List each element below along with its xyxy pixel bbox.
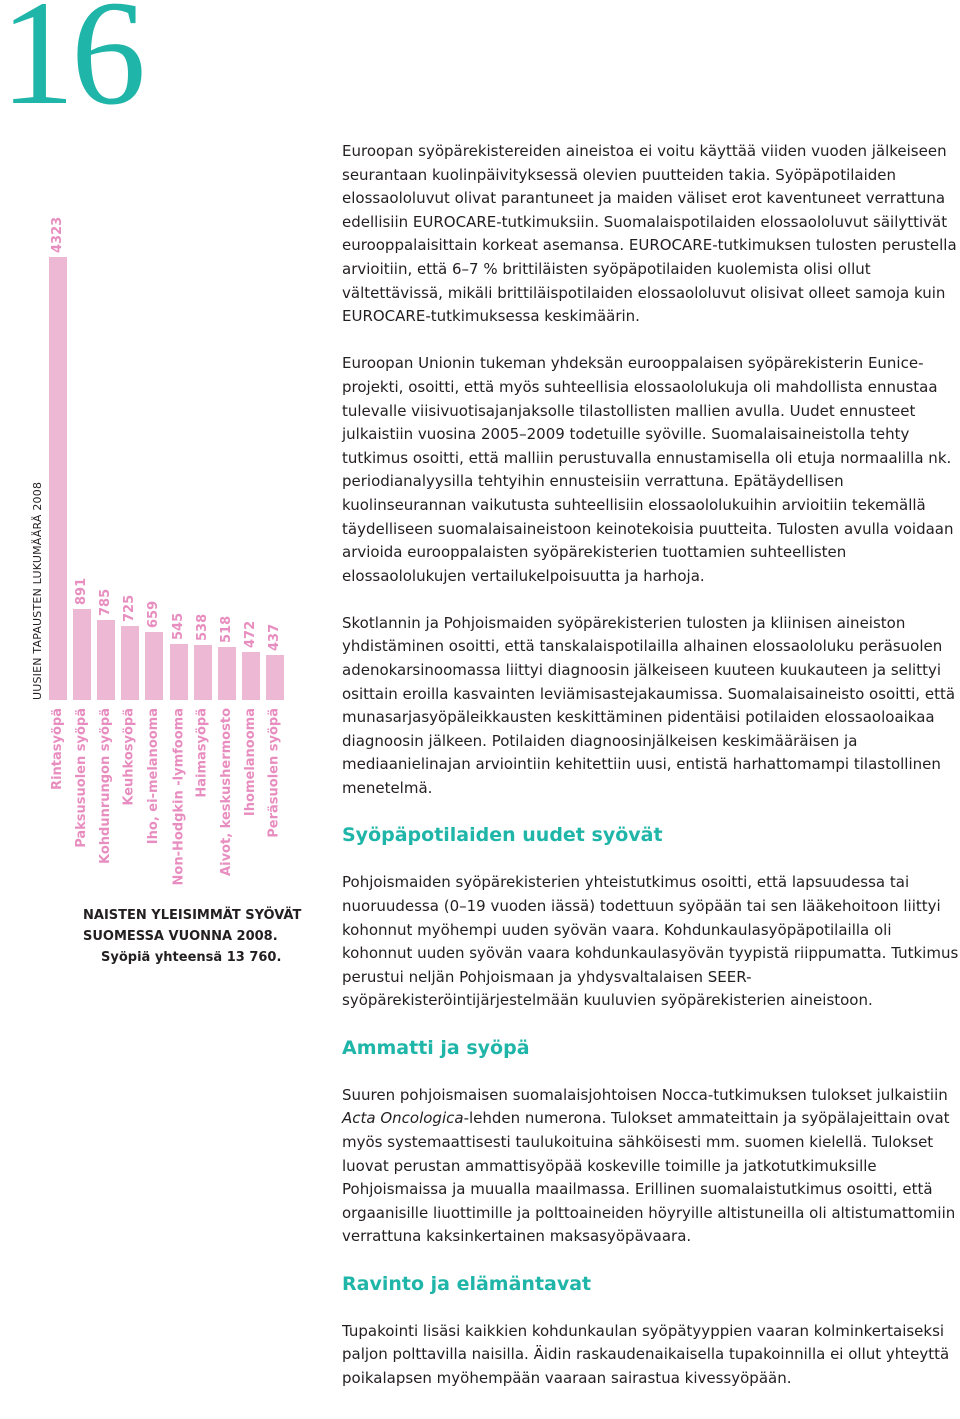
chart-total: Syöpiä yhteensä 13 760. <box>101 950 282 965</box>
bar-8 <box>242 652 260 700</box>
paragraph-1: Euroopan syöpärekistereiden aineistoa ei voitu käyttää viiden vuoden jälkeiseen seurantaan kuolinpäivityksessä olevien puutteiden takia. Syöpäpotilaiden elossaololuvut olivat parantuneet ja maiden väliset erot kaventuneet verrattuna edellisiin EUROCARE-tutkimuksiin. Suomalaispotilaiden elossaololuvut säilyttivät eurooppalaisittain korkeat asemansa. EUROCARE-tutkimuksen tulosten perustella arvioitiin, että 6–7 % brittiläisten syöpäpotilaiden kuolemista olisi ollut vältettävissä, mikäli brittiläispotilaiden elossaololuvut olisivat olleet samoja kuin EUROCARE-tutkimuksessa keskimäärin. <box>342 142 957 326</box>
bar-value-label: 472 <box>242 620 258 648</box>
bar-category-label: Iho, ei-melanooma <box>146 708 162 845</box>
heading-new-cancers: Syöpäpotilaiden uudet syövät <box>342 824 663 847</box>
article-text <box>342 140 960 1414</box>
chart-caption <box>83 905 301 968</box>
paragraph-3: Skotlannin ja Pohjoismaiden syöpärekisterien tulosten ja kliinisen aineiston yhdistäminen osoitti, että tanskalaispotilailla alhainen elossaololuku peräsuolen adenokarsinoomassa liittyi diagnoosin jälkeiseen kuuteen kuukauteen ja selittyi osittain eroilla kasvainten leviämisastejakaumissa. Suomalaisaineisto osoitti, että munasarjasyöpäleikkausten keskittäminen pidentäisi potilaiden elossaoloaikaa diagnoosin jälkeen. Potilaiden diagnoosinjälkeisen keskimääräisen ja mediaanielinajan arviointiin kehitettiin uusi, entistä harhattomampi tilastollinen menetelmä. <box>342 613 956 798</box>
journal-name: Acta Oncologica <box>342 1109 464 1128</box>
bar-category-label: Ihomelanooma <box>242 708 258 817</box>
paragraph-4: Pohjoismaiden syöpärekisterien yhteistutkimus osoitti, että lapsuudessa tai nuoruudessa (0–19 vuoden iässä) todettuun syöpään tai sen lääkehoitoon liittyi kohonnut myöhempi uuden syövän vaara. Kohdunkaulasyöpäpotilailla oli kohonnut uuden syövän vaara kohdunkaulasyövän tyypistä riippumatta. Tutkimus perustui neljän Pohjoismaan ja yhdysvaltalaisen SEER-syöpärekisteröintijärjestelmään kuuluvien syöpärekisterien aineistoon. <box>342 873 959 1010</box>
bar-value-label: 518 <box>218 615 234 643</box>
bar-3 <box>121 626 139 700</box>
bar-value-label: 659 <box>146 601 162 629</box>
chart-axis-title: UUSIEN TAPAUSTEN LUKUMÄÄRÄ 2008 <box>31 481 44 700</box>
bar-9 <box>266 655 284 700</box>
bar-0 <box>49 257 67 700</box>
bar-4 <box>145 632 163 700</box>
paragraph-5 <box>342 1084 960 1249</box>
chart-title-line2: SUOMESSA VUONNA 2008. <box>83 929 278 944</box>
chart-title-line1: NAISTEN YLEISIMMÄT SYÖVÄT <box>83 908 302 923</box>
bar-value-label: 4323 <box>50 216 65 253</box>
cancer-bar-chart <box>0 0 330 980</box>
bar-category-label: Paksusuolen syöpä <box>73 708 89 848</box>
bar-value-label: 891 <box>74 577 90 605</box>
paragraph-2: Euroopan Unionin tukeman yhdeksän eurooppalaisen syöpärekisterin Eunice-projekti, osoitti, että myös suhteellisia elossaololukuja oli mahdollista ennustaa tulevalle viisivuotisajanjaksolle tilastollisten mallien avulla. Uudet ennusteet julkaistiin vuosina 2005–2009 todetuille syöville. Suomalaisaineistolla tehty tutkimus osoitti, että malliin perustuvalla ennustamisella oli etuja normaalilla nk. periodianalyysilla tehtyihin ennusteisiin verrattuna. Epätäydellisen kuolinseurannan vaikutusta suhteellisiin elossaololukuihin arvioitiin tekemällä täydelliseen suomalaisaineistoon keinotekoisia puutteita. Tulosten avulla voidaan arvioida eurooppalaisten syöpärekisterien tuottamien suhteellisten elossaololukujen vertailukelpoisuutta ja harhoja. <box>342 354 954 585</box>
bar-6 <box>194 645 212 700</box>
bar-category-label: Peräsuolen syöpä <box>266 708 282 838</box>
bar-category-label: Aivot, keskushermosto <box>218 708 234 876</box>
paragraph-6: Tupakointi lisäsi kaikkien kohdunkaulan syöpätyyppien vaaran kolminkertaiseksi paljon polttavilla naisilla. Äidin raskaudenaikaisella tupakoinnilla ei ollut yhteyttä poikalapsen myöhempään vaaraan sairastua kivessyöpään. <box>342 1321 950 1387</box>
bar-2 <box>97 620 115 700</box>
paragraph-5-start: Suuren pohjoismaisen suomalaisjohtoisen Nocca-tutkimuksen tulokset julkaistiin <box>342 1085 948 1104</box>
bar-5 <box>170 644 188 700</box>
heading-nutrition: Ravinto ja elämäntavat <box>342 1272 592 1295</box>
bar-value-label: 785 <box>98 588 114 616</box>
bar-7 <box>218 647 236 700</box>
bar-value-label: 725 <box>122 594 138 622</box>
page-number: 16 <box>0 0 142 136</box>
bar-value-label: 545 <box>170 613 186 641</box>
bar-category-label: Kohdunrungon syöpä <box>98 708 114 865</box>
bar-category-label: Rintasyöpä <box>49 708 65 790</box>
heading-occupation: Ammatti ja syöpä <box>342 1036 530 1059</box>
bar-value-label: 437 <box>266 624 282 652</box>
bar-value-label: 538 <box>194 613 210 641</box>
bar-category-label: Haimasyöpä <box>194 708 210 798</box>
bar-category-label: Keuhkosyöpä <box>121 708 137 806</box>
bar-category-label: Non-Hodgkin -lymfooma <box>170 708 186 886</box>
paragraph-5-end: -lehden numerona. Tulokset ammateittain ja syöpälajeittain ovat myös systemaattisesti taulukoituina sähköisesti mm. suomen kielellä. Tulokset luovat perustan ammattisyöpää koskeville toimille ja jatkotutkimuksille Pohjoismaissa ja muualla maailmassa. Erillinen suomalaistutkimus osoitti, että orgaanisille liuottimille ja polttoaineiden höyryille altistuneilla oli altistumattomiin verrattuna kaksinkertainen maksasyöpävaara. <box>342 1109 956 1246</box>
bar-1 <box>73 609 91 700</box>
